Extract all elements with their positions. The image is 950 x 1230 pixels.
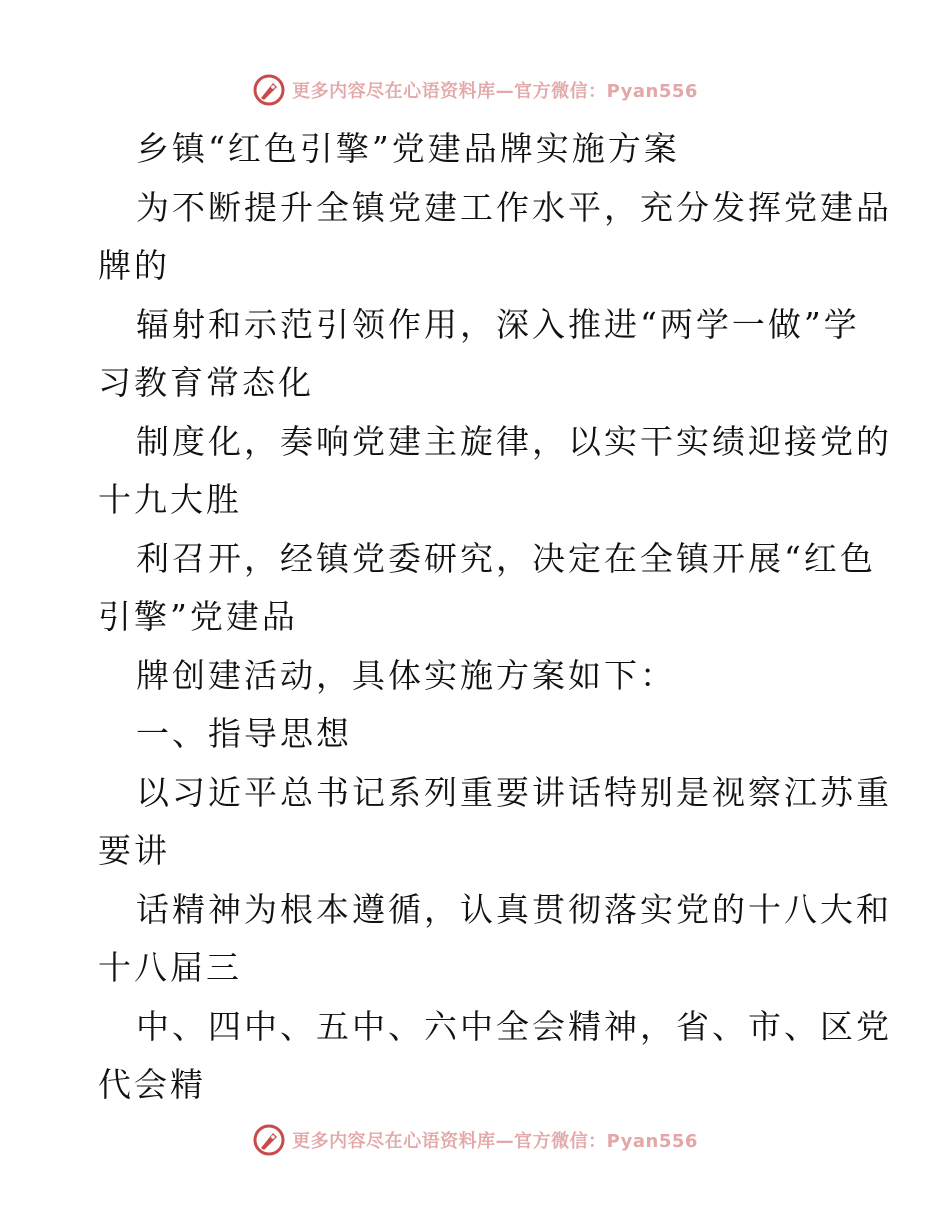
text-line: 引擎”党建品	[98, 597, 298, 636]
text-line: 十八届三	[98, 948, 242, 987]
text-line: 牌创建活动，具体实施方案如下：	[136, 655, 676, 695]
header-watermark	[0, 70, 950, 110]
watermark-text: 更多内容尽在心语资料库—官方微信：Pyan556	[292, 1131, 698, 1152]
text-line: 代会精	[98, 1065, 206, 1104]
text-line: 利召开，经镇党委研究，决定在全镇开展“红色	[136, 538, 876, 578]
text-line: 十九大胜	[98, 480, 242, 519]
document-body	[98, 120, 892, 1115]
text-line: 以习近平总书记系列重要讲话特别是视察江苏重	[136, 772, 892, 812]
text-line: 一、指导思想	[136, 714, 352, 753]
text-line: 中、四中、五中、六中全会精神，省、市、区党	[136, 1006, 892, 1046]
pen-nib-circle-icon	[252, 73, 286, 107]
text-line: 制度化，奏响党建主旋律，以实干实绩迎接党的	[136, 421, 892, 461]
watermark-text: 更多内容尽在心语资料库—官方微信：Pyan556	[292, 81, 698, 102]
text-line: 要讲	[98, 831, 170, 870]
pen-nib-circle-icon	[252, 1123, 286, 1157]
text-line: 话精神为根本遵循，认真贯彻落实党的十八大和	[136, 889, 892, 929]
text-line: 牌的	[98, 246, 170, 285]
text-line: 乡镇“红色引擎”党建品牌实施方案	[136, 129, 680, 168]
text-line: 习教育常态化	[98, 363, 314, 402]
text-line: 为不断提升全镇党建工作水平，充分发挥党建品	[136, 187, 892, 227]
footer-watermark	[0, 1120, 950, 1160]
text-line: 辐射和示范引领作用，深入推进“两学一做”学	[136, 304, 860, 344]
